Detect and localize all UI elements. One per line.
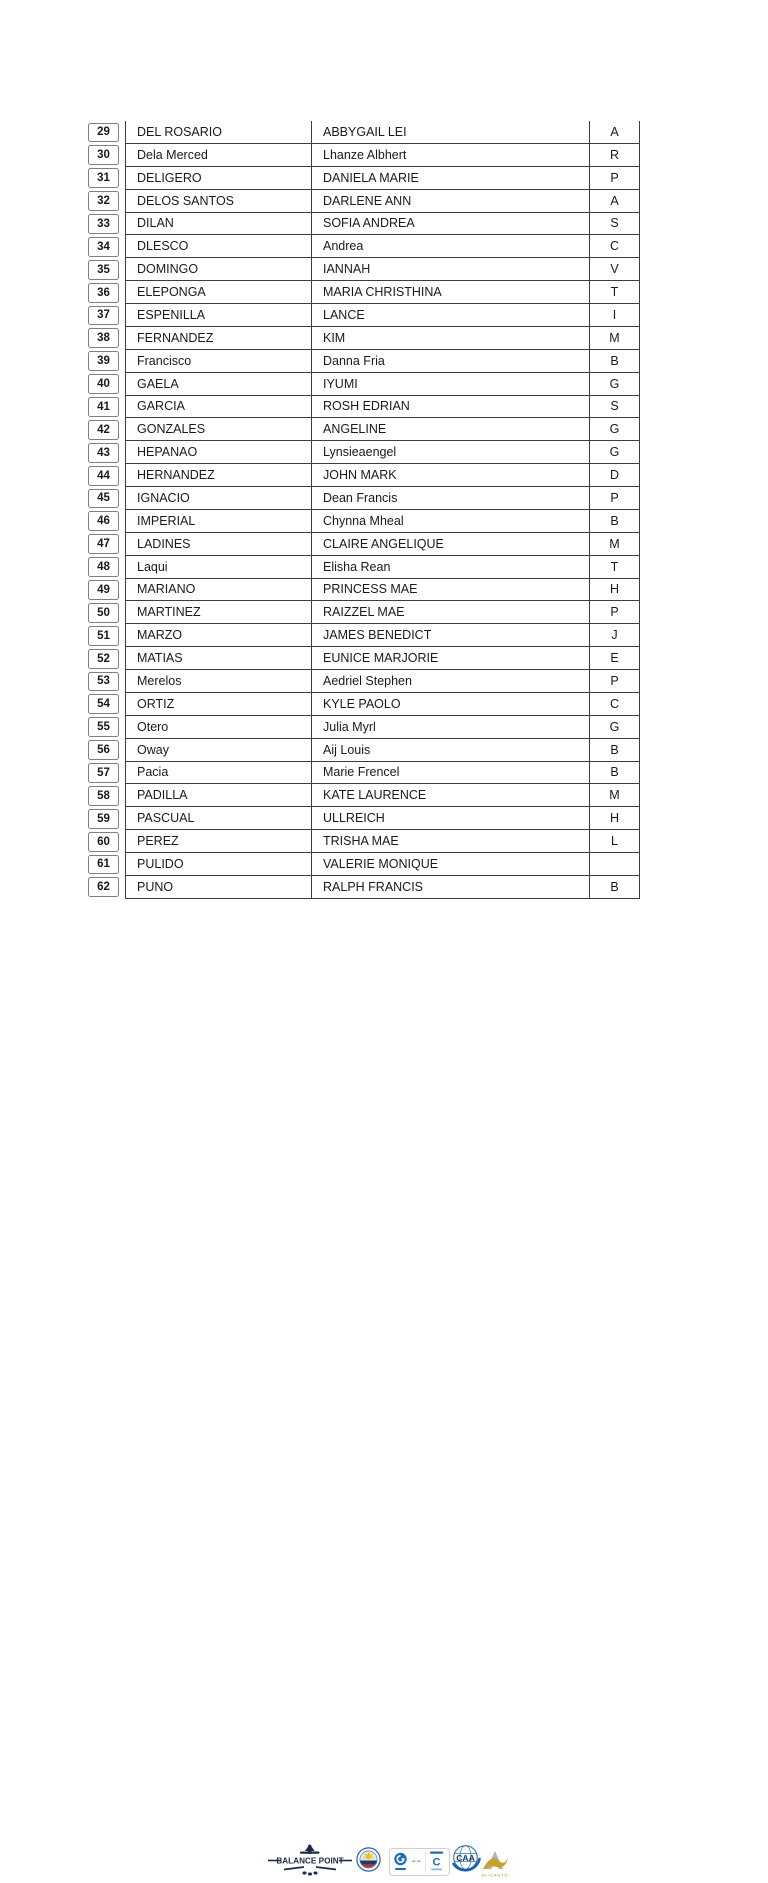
last-name-cell: DELOS SANTOS — [125, 190, 312, 213]
table-row — [88, 441, 640, 464]
row-cells — [125, 418, 640, 441]
last-name-cell: MARZO — [125, 624, 312, 647]
table-row — [88, 235, 640, 258]
first-name-cell: ANGELINE — [312, 418, 590, 441]
row-cells — [125, 670, 640, 693]
table-row — [88, 121, 640, 144]
row-cells — [125, 647, 640, 670]
org-seal-logo — [356, 1847, 381, 1872]
row-cells — [125, 739, 640, 762]
balance-point-logo — [266, 1844, 354, 1880]
table-row — [88, 579, 640, 602]
table-row — [88, 213, 640, 236]
row-number-cell: 32 — [88, 191, 119, 211]
row-number-cell: 29 — [88, 123, 119, 143]
middle-initial-cell: E — [590, 647, 640, 670]
row-number-cell: 37 — [88, 306, 119, 326]
row-number-cell: 34 — [88, 237, 119, 257]
row-number-cell: 55 — [88, 717, 119, 737]
last-name-cell: GAELA — [125, 373, 312, 396]
row-number-cell: 33 — [88, 214, 119, 234]
first-name-cell: MARIA CHRISTHINA — [312, 281, 590, 304]
row-cells — [125, 350, 640, 373]
middle-initial-cell: B — [590, 762, 640, 785]
middle-initial-cell: T — [590, 281, 640, 304]
middle-initial-cell: L — [590, 830, 640, 853]
row-number-cell: 61 — [88, 855, 119, 875]
last-name-cell: Oway — [125, 739, 312, 762]
first-name-cell: Elisha Rean — [312, 556, 590, 579]
caa-label: CAA — [456, 1853, 475, 1863]
cert-mark-left-icon — [394, 1853, 406, 1865]
middle-initial-cell: S — [590, 396, 640, 419]
table-row — [88, 304, 640, 327]
middle-initial-cell: D — [590, 464, 640, 487]
first-name-cell: KIM — [312, 327, 590, 350]
middle-initial-cell — [590, 853, 640, 876]
last-name-cell: LADINES — [125, 533, 312, 556]
first-name-cell: RALPH FRANCIS — [312, 876, 590, 899]
row-cells — [125, 762, 640, 785]
table-row — [88, 670, 640, 693]
first-name-cell: Chynna Mheal — [312, 510, 590, 533]
last-name-cell: MARIANO — [125, 579, 312, 602]
last-name-cell: ORTIZ — [125, 693, 312, 716]
table-row — [88, 556, 640, 579]
middle-initial-cell: S — [590, 213, 640, 236]
row-cells — [125, 396, 640, 419]
table-row — [88, 418, 640, 441]
row-cells — [125, 830, 640, 853]
airplane-wings-icon — [284, 1867, 336, 1870]
table-row — [88, 807, 640, 830]
first-name-cell: PRINCESS MAE — [312, 579, 590, 602]
middle-initial-cell: H — [590, 579, 640, 602]
middle-initial-cell: J — [590, 624, 640, 647]
cert-mark-right-icon: C — [432, 1856, 441, 1869]
row-cells — [125, 579, 640, 602]
last-name-cell: DILAN — [125, 213, 312, 236]
last-name-cell: DLESCO — [125, 235, 312, 258]
last-name-cell: ELEPONGA — [125, 281, 312, 304]
table-row — [88, 327, 640, 350]
alicanto-label: ALICANTO — [481, 1872, 509, 1878]
table-row — [88, 373, 640, 396]
first-name-cell: ROSH EDRIAN — [312, 396, 590, 419]
table-row — [88, 350, 640, 373]
table-row — [88, 510, 640, 533]
middle-initial-cell: P — [590, 167, 640, 190]
middle-initial-cell: P — [590, 670, 640, 693]
last-name-cell: MATIAS — [125, 647, 312, 670]
row-cells — [125, 327, 640, 350]
middle-initial-cell: V — [590, 258, 640, 281]
row-cells — [125, 464, 640, 487]
first-name-cell: JOHN MARK — [312, 464, 590, 487]
row-cells — [125, 121, 640, 144]
last-name-cell: PULIDO — [125, 853, 312, 876]
first-name-cell: SOFIA ANDREA — [312, 213, 590, 236]
balance-point-label: BALANCE POINT — [276, 1856, 344, 1866]
row-cells — [125, 510, 640, 533]
row-cells — [125, 487, 640, 510]
certification-marks-logo — [389, 1848, 450, 1876]
row-number-cell: 51 — [88, 626, 119, 646]
last-name-cell: FERNANDEZ — [125, 327, 312, 350]
table-row — [88, 533, 640, 556]
row-number-cell: 54 — [88, 694, 119, 714]
last-name-cell: GARCIA — [125, 396, 312, 419]
table-row — [88, 647, 640, 670]
last-name-cell: HERNANDEZ — [125, 464, 312, 487]
row-number-cell: 45 — [88, 489, 119, 509]
middle-initial-cell: T — [590, 556, 640, 579]
first-name-cell: RAIZZEL MAE — [312, 601, 590, 624]
first-name-cell: DANIELA MARIE — [312, 167, 590, 190]
row-number-cell: 48 — [88, 557, 119, 577]
row-number-cell: 30 — [88, 145, 119, 165]
table-row — [88, 853, 640, 876]
first-name-cell: CLAIRE ANGELIQUE — [312, 533, 590, 556]
middle-initial-cell: A — [590, 190, 640, 213]
row-number-cell: 38 — [88, 328, 119, 348]
row-cells — [125, 258, 640, 281]
table-row — [88, 716, 640, 739]
first-name-cell: IANNAH — [312, 258, 590, 281]
row-number-cell: 59 — [88, 809, 119, 829]
row-cells — [125, 624, 640, 647]
table-row — [88, 830, 640, 853]
row-number-cell: 46 — [88, 511, 119, 531]
row-number-cell: 60 — [88, 832, 119, 852]
middle-initial-cell: M — [590, 327, 640, 350]
last-name-cell: Pacia — [125, 762, 312, 785]
row-number-cell: 36 — [88, 283, 119, 303]
row-number-cell: 58 — [88, 786, 119, 806]
middle-initial-cell: G — [590, 418, 640, 441]
row-number-cell: 42 — [88, 420, 119, 440]
middle-initial-cell: R — [590, 144, 640, 167]
table-row — [88, 281, 640, 304]
first-name-cell: EUNICE MARJORIE — [312, 647, 590, 670]
last-name-cell: PEREZ — [125, 830, 312, 853]
row-cells — [125, 556, 640, 579]
last-name-cell: HEPANAO — [125, 441, 312, 464]
row-number-cell: 62 — [88, 877, 119, 897]
first-name-cell: Lynsieaengel — [312, 441, 590, 464]
roster-table — [88, 121, 640, 899]
row-cells — [125, 693, 640, 716]
middle-initial-cell: B — [590, 510, 640, 533]
first-name-cell: Julia Myrl — [312, 716, 590, 739]
row-number-cell: 49 — [88, 580, 119, 600]
first-name-cell: KATE LAURENCE — [312, 784, 590, 807]
row-number-cell: 57 — [88, 763, 119, 783]
row-number-cell: 40 — [88, 374, 119, 394]
middle-initial-cell: H — [590, 807, 640, 830]
table-row — [88, 464, 640, 487]
last-name-cell: PASCUAL — [125, 807, 312, 830]
table-row — [88, 396, 640, 419]
last-name-cell: MARTINEZ — [125, 601, 312, 624]
row-cells — [125, 213, 640, 236]
middle-initial-cell: C — [590, 693, 640, 716]
row-cells — [125, 807, 640, 830]
row-number-cell: 43 — [88, 443, 119, 463]
table-row — [88, 876, 640, 899]
row-number-cell: 44 — [88, 466, 119, 486]
row-cells — [125, 876, 640, 899]
last-name-cell: IMPERIAL — [125, 510, 312, 533]
first-name-cell: Lhanze Albhert — [312, 144, 590, 167]
row-cells — [125, 304, 640, 327]
row-number-cell: 47 — [88, 534, 119, 554]
last-name-cell: Dela Merced — [125, 144, 312, 167]
last-name-cell: Francisco — [125, 350, 312, 373]
alicanto-logo — [479, 1843, 511, 1883]
row-cells — [125, 853, 640, 876]
middle-initial-cell: B — [590, 876, 640, 899]
table-row — [88, 144, 640, 167]
row-cells — [125, 533, 640, 556]
first-name-cell: LANCE — [312, 304, 590, 327]
table-row — [88, 167, 640, 190]
table-row — [88, 784, 640, 807]
middle-initial-cell: G — [590, 373, 640, 396]
row-cells — [125, 235, 640, 258]
last-name-cell: Laqui — [125, 556, 312, 579]
first-name-cell: TRISHA MAE — [312, 830, 590, 853]
last-name-cell: GONZALES — [125, 418, 312, 441]
last-name-cell: IGNACIO — [125, 487, 312, 510]
last-name-cell: DEL ROSARIO — [125, 121, 312, 144]
first-name-cell: Aij Louis — [312, 739, 590, 762]
table-row — [88, 693, 640, 716]
last-name-cell: PADILLA — [125, 784, 312, 807]
first-name-cell: JAMES BENEDICT — [312, 624, 590, 647]
last-name-cell: Merelos — [125, 670, 312, 693]
middle-initial-cell: M — [590, 784, 640, 807]
middle-initial-cell: P — [590, 601, 640, 624]
row-number-cell: 56 — [88, 740, 119, 760]
first-name-cell: ABBYGAIL LEI — [312, 121, 590, 144]
middle-initial-cell: M — [590, 533, 640, 556]
last-name-cell: DOMINGO — [125, 258, 312, 281]
first-name-cell: Marie Frencel — [312, 762, 590, 785]
first-name-cell: Andrea — [312, 235, 590, 258]
row-cells — [125, 190, 640, 213]
row-number-cell: 50 — [88, 603, 119, 623]
first-name-cell: Danna Fria — [312, 350, 590, 373]
row-number-cell: 41 — [88, 397, 119, 417]
row-cells — [125, 601, 640, 624]
middle-initial-cell: A — [590, 121, 640, 144]
last-name-cell: DELIGERO — [125, 167, 312, 190]
row-cells — [125, 281, 640, 304]
middle-initial-cell: B — [590, 739, 640, 762]
table-row — [88, 601, 640, 624]
middle-initial-cell: P — [590, 487, 640, 510]
row-number-cell: 39 — [88, 351, 119, 371]
row-cells — [125, 784, 640, 807]
table-row — [88, 190, 640, 213]
first-name-cell: KYLE PAOLO — [312, 693, 590, 716]
first-name-cell: Dean Francis — [312, 487, 590, 510]
row-cells — [125, 441, 640, 464]
row-number-cell: 31 — [88, 168, 119, 188]
first-name-cell: DARLENE ANN — [312, 190, 590, 213]
footer-logos — [0, 918, 768, 1878]
first-name-cell: VALERIE MONIQUE — [312, 853, 590, 876]
last-name-cell: ESPENILLA — [125, 304, 312, 327]
row-number-cell: 52 — [88, 649, 119, 669]
middle-initial-cell: G — [590, 716, 640, 739]
row-cells — [125, 716, 640, 739]
first-name-cell: Aedriel Stephen — [312, 670, 590, 693]
middle-initial-cell: I — [590, 304, 640, 327]
first-name-cell: IYUMI — [312, 373, 590, 396]
airplane-gear-icon — [303, 1872, 318, 1876]
table-row — [88, 258, 640, 281]
alicanto-emblem-icon — [483, 1851, 508, 1869]
row-cells — [125, 144, 640, 167]
table-row — [88, 762, 640, 785]
row-cells — [125, 373, 640, 396]
last-name-cell: PUNO — [125, 876, 312, 899]
table-row — [88, 624, 640, 647]
middle-initial-cell: C — [590, 235, 640, 258]
first-name-cell: ULLREICH — [312, 807, 590, 830]
row-number-cell: 35 — [88, 260, 119, 280]
row-cells — [125, 167, 640, 190]
middle-initial-cell: G — [590, 441, 640, 464]
row-number-cell: 53 — [88, 672, 119, 692]
table-row — [88, 739, 640, 762]
last-name-cell: Otero — [125, 716, 312, 739]
middle-initial-cell: B — [590, 350, 640, 373]
table-row — [88, 487, 640, 510]
